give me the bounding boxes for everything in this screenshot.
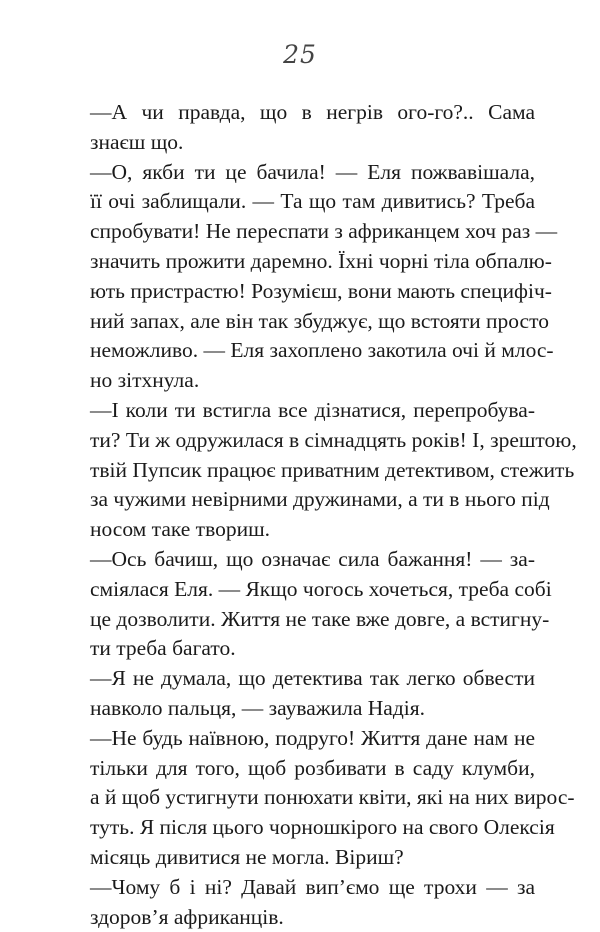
text-line: —Чому б і ні? Давай вип’ємо ще трохи — за bbox=[90, 874, 535, 899]
text-line: твій Пупсик працює приватним детективом, стежить bbox=[90, 457, 575, 482]
text-line: неможливо. — Еля захоплено закотила очі й млос- bbox=[90, 338, 554, 363]
text-line: носом таке твориш. bbox=[90, 517, 271, 542]
text-line: туть. Я після цього чорношкірого на свого Олексія bbox=[90, 815, 555, 840]
text-line: навколо пальця, — зауважила Надія. bbox=[90, 695, 426, 720]
text-line: тільки для того, щоб розбивати в саду клумби, bbox=[90, 755, 535, 780]
text-line: сміялася Еля. — Якщо чогось хочеться, треба собі bbox=[90, 576, 552, 601]
text-line: ють пристрастю! Розумієш, вони мають специфіч- bbox=[90, 278, 552, 303]
text-line: спробувати! Не переспати з африканцем хоч раз — bbox=[90, 219, 558, 244]
text-line: ний запах, але він так збуджує, що встояти просто bbox=[90, 308, 549, 333]
text-line: —І коли ти встигла все дізнатися, перепробува- bbox=[90, 397, 535, 422]
text-line: —Ось бачиш, що означає сила бажання! — за- bbox=[90, 546, 535, 571]
text-line: її очі заблищали. — Та що там дивитись? Треба bbox=[90, 189, 535, 214]
text-line: —Не будь наївною, подруго! Життя дане нам не bbox=[90, 725, 535, 750]
text-line: місяць дивитися не могла. Віриш? bbox=[90, 844, 404, 869]
body-text bbox=[90, 98, 577, 932]
text-line: здоров’я африканців. bbox=[90, 904, 284, 929]
text-line: значить прожити даремно. Їхні чорні тіла обпалю- bbox=[90, 248, 552, 273]
text-line: а й щоб устигнути понюхати квіти, які на них вирос- bbox=[90, 785, 575, 810]
text-line: знаєш що. bbox=[90, 129, 184, 154]
text-line: ти? Ти ж одружилася в сімнадцять років! І, зрештою, bbox=[90, 427, 577, 452]
text-line: —О, якби ти це бачила! — Еля пожвавішала, bbox=[90, 159, 535, 184]
text-line: но зітхнула. bbox=[90, 368, 200, 393]
text-line: —Я не думала, що детектива так легко обвести bbox=[90, 666, 535, 691]
text-line: —А чи правда, що в негрів ого-го?.. Сама bbox=[90, 100, 535, 124]
text-line: це дозволити. Життя не таке вже довге, а встигну- bbox=[90, 606, 550, 631]
text-line: ти треба багато. bbox=[90, 636, 236, 661]
page-number: 25 bbox=[283, 40, 317, 69]
text-line: за чужими невірними дружинами, а ти в нього під bbox=[90, 487, 550, 512]
